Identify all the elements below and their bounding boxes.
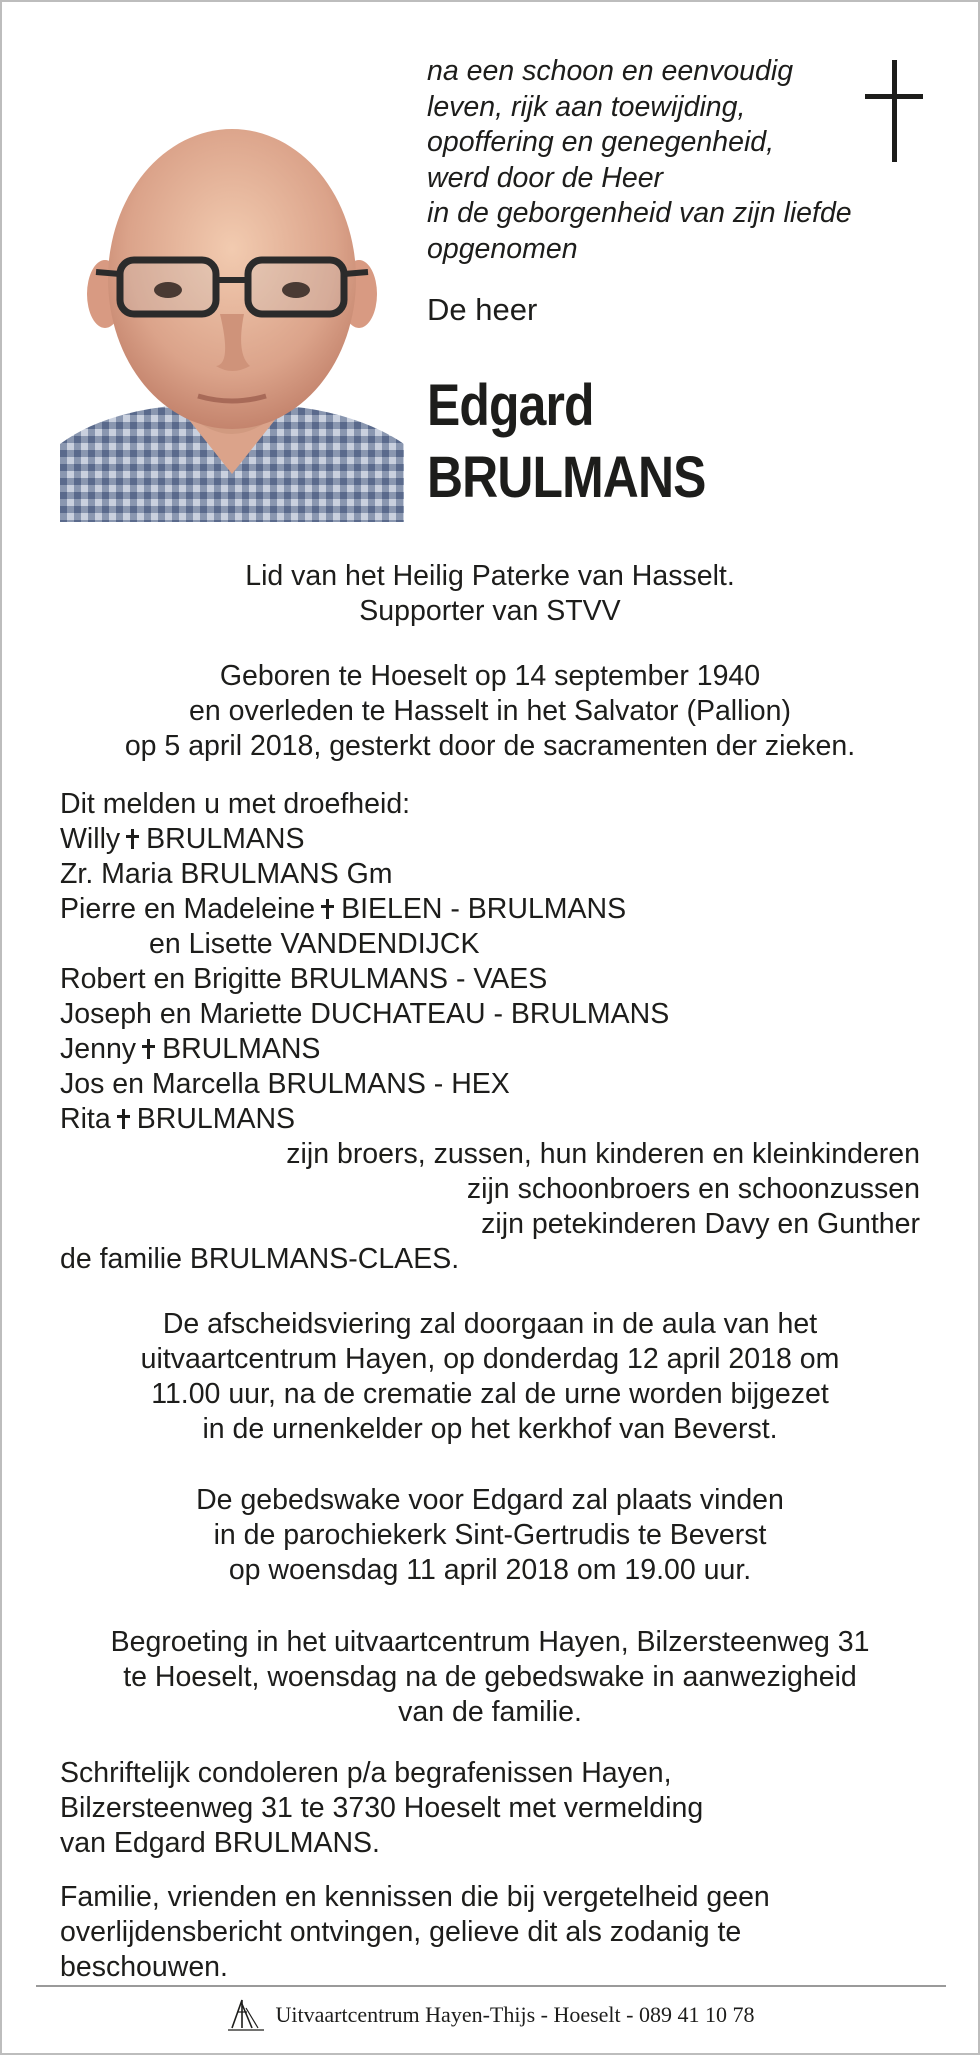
cross-icon <box>865 60 923 162</box>
greeting-line: te Hoeselt, woensdag na de gebedswake in aanwezigheid <box>123 1661 857 1693</box>
family-intro: Dit melden u met droefheid: <box>60 788 411 820</box>
memberships <box>2 559 978 629</box>
birth-death-line: en overleden te Hasselt in het Salvator (Pallion) <box>189 695 791 727</box>
funeral-home-logo-icon <box>226 1994 266 2034</box>
verse-line: na een schoon en eenvoudig <box>427 55 794 87</box>
condolence-info <box>60 1756 960 1861</box>
portrait-photo <box>60 114 404 522</box>
first-name: Edgard <box>427 373 594 438</box>
family-relation: zijn schoonbroers en schoonzussen <box>466 1173 920 1205</box>
birth-death-info <box>2 659 978 764</box>
family-member: Pierre en Madeleine BIELEN - BRULMANS <box>60 893 627 925</box>
condolence-line: van Edgard BRULMANS. <box>60 1827 380 1859</box>
farewell-line: uitvaartcentrum Hayen, op donderdag 12 april 2018 om <box>140 1343 840 1375</box>
condolence-line: Bilzersteenweg 31 te 3730 Hoeselt met vermelding <box>60 1792 704 1824</box>
wake-line: De gebedswake voor Edgard zal plaats vinden <box>196 1484 784 1516</box>
notice-line: overlijdensbericht ontvingen, gelieve dit als zodanig te <box>60 1916 742 1948</box>
notice-line: beschouwen. <box>60 1951 228 1983</box>
verse-line: leven, rijk aan toewijding, <box>427 90 746 123</box>
deceased-name <box>427 370 706 514</box>
wake-line: op woensdag 11 april 2018 om 19.00 uur. <box>228 1554 752 1586</box>
family-relation: zijn broers, zussen, hun kinderen en kleinkinderen <box>286 1138 920 1170</box>
condolence-line: Schriftelijk condoleren p/a begrafenissen Hayen, <box>60 1757 672 1789</box>
family-member: Joseph en Mariette DUCHATEAU - BRULMANS <box>60 998 670 1030</box>
family-member: Rita BRULMANS <box>60 1103 296 1135</box>
farewell-line: in de urnenkelder op het kerkhof van Beverst. <box>202 1413 778 1445</box>
farewell-line: 11.00 uur, na de crematie zal de urne worden bijgezet <box>151 1378 829 1410</box>
family-member: Willy BRULMANS <box>60 823 305 855</box>
salutation: De heer <box>427 292 538 327</box>
family-announcement <box>60 787 920 1277</box>
family-relation: zijn petekinderen Davy en Gunther <box>481 1208 920 1240</box>
farewell-ceremony <box>2 1307 978 1447</box>
deceased-cross-icon <box>117 1107 131 1131</box>
family-member: Jos en Marcella BRULMANS - HEX <box>60 1068 510 1100</box>
family-relation: de familie BRULMANS-CLAES. <box>60 1243 460 1275</box>
verse-line: opgenomen <box>427 232 578 265</box>
birth-death-line: Geboren te Hoeselt op 14 september 1940 <box>219 660 761 692</box>
last-name: BRULMANS <box>427 445 706 510</box>
memorial-verse <box>427 54 867 267</box>
funeral-home-footer <box>2 1994 978 2034</box>
verse-line: opoffering en genegenheid, <box>427 126 775 158</box>
membership-line: Lid van het Heilig Paterke van Hasselt. <box>245 560 735 592</box>
verse-line: werd door de Heer <box>427 161 664 194</box>
farewell-line: De afscheidsviering zal doorgaan in de aula van het <box>162 1308 818 1340</box>
notice-text <box>60 1880 960 1985</box>
birth-death-line: op 5 april 2018, gesterkt door de sacramenten der zieken. <box>124 730 856 762</box>
prayer-wake <box>2 1483 978 1588</box>
deceased-cross-icon <box>126 827 140 851</box>
family-member: Jenny BRULMANS <box>60 1033 321 1065</box>
notice-line: Familie, vrienden en kennissen die bij vergetelheid geen <box>60 1881 770 1913</box>
family-member: Zr. Maria BRULMANS Gm <box>60 858 393 890</box>
wake-line: in de parochiekerk Sint-Gertrudis te Beverst <box>213 1519 767 1551</box>
deceased-cross-icon <box>321 897 335 921</box>
footer-divider <box>36 1985 946 1987</box>
family-member: Robert en Brigitte BRULMANS - VAES <box>60 963 548 995</box>
deceased-cross-icon <box>142 1037 156 1061</box>
membership-line: Supporter van STVV <box>359 595 621 627</box>
greeting-line: van de familie. <box>398 1696 582 1728</box>
family-member: en Lisette VANDENDIJCK <box>149 928 480 960</box>
greeting-info <box>2 1625 978 1730</box>
greeting-line: Begroeting in het uitvaartcentrum Hayen, Bilzersteenweg 31 <box>110 1626 870 1658</box>
verse-line: in de geborgenheid van zijn liefde <box>427 197 852 229</box>
footer-text: Uitvaartcentrum Hayen-Thijs - Hoeselt - 089 41 10 78 <box>275 2002 755 2027</box>
